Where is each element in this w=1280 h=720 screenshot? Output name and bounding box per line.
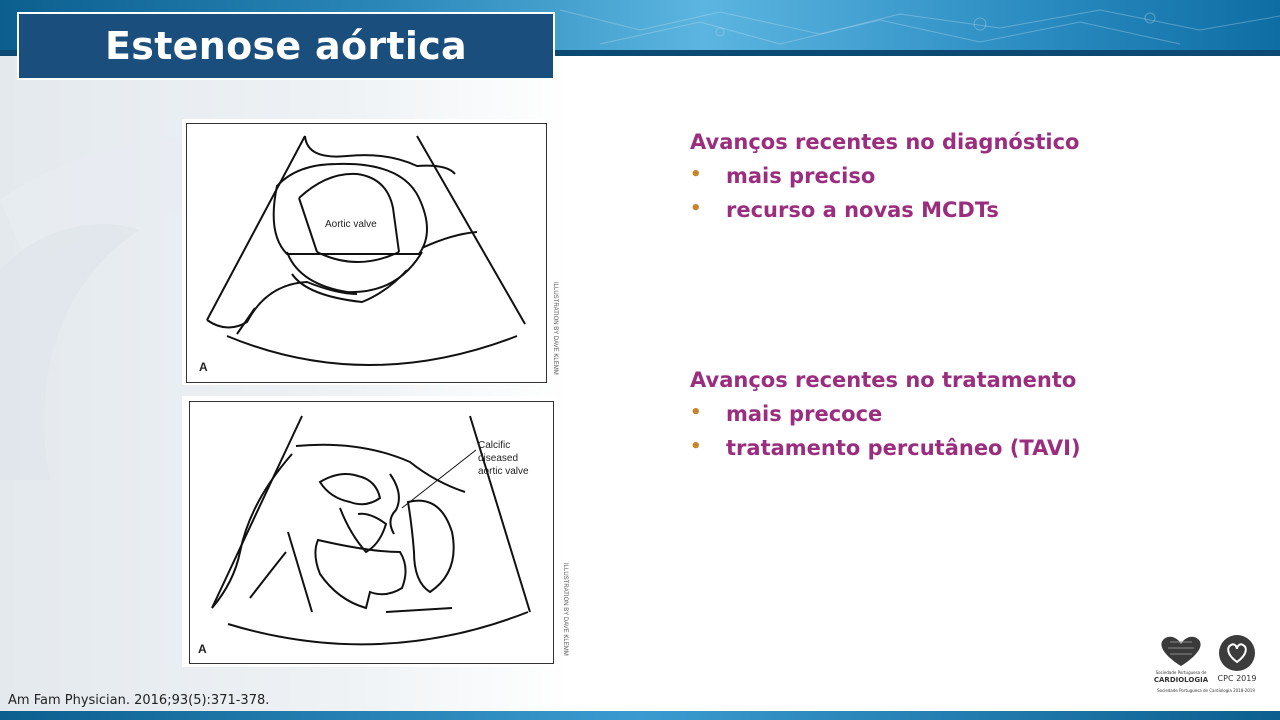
heart-circle-icon — [1214, 634, 1260, 674]
figure-1-letter: A — [199, 360, 208, 374]
bullet-list — [690, 402, 1081, 460]
bullet-icon: • — [690, 164, 702, 185]
bullet-icon: • — [690, 436, 702, 457]
title-box — [17, 12, 555, 80]
figure-2-letter: A — [198, 642, 207, 656]
list-item — [690, 198, 1079, 222]
list-item-text: mais precoce — [726, 402, 883, 426]
spc-logo-main-text: CARDIOLOGIA — [1153, 676, 1209, 684]
figure-1-drawing — [187, 124, 546, 382]
list-item-text: tratamento percutâneo (TAVI) — [726, 436, 1081, 460]
list-item — [690, 402, 1081, 426]
section-heading: Avanços recentes no diagnóstico — [690, 130, 1080, 154]
spc-logo — [1152, 634, 1210, 694]
spc-logo-small-text: Sociedade Portuguesa de — [1155, 670, 1207, 675]
slide-title: Estenose aórtica — [105, 24, 467, 68]
bottom-banner — [0, 711, 1280, 720]
cpc-logo — [1214, 634, 1260, 690]
figure-2-label-line-1: Calcific — [478, 440, 511, 451]
bullet-icon: • — [690, 402, 702, 423]
list-item — [690, 164, 1079, 188]
figure-2 — [189, 401, 554, 664]
figure-1-label: Aortic valve — [325, 219, 377, 230]
list-item-text: mais preciso — [726, 164, 876, 188]
citation: Am Fam Physician. 2016;93(5):371-378. — [8, 693, 270, 708]
bullet-list — [690, 164, 1079, 222]
figure-2-credit: ILLUSTRATION BY DAVE KLEMM — [562, 563, 568, 656]
list-item-text: recurso a novas MCDTs — [726, 198, 999, 222]
cpc-logo-text: CPC 2019 — [1217, 674, 1257, 683]
figure-2-label-line-2: diseased — [478, 453, 519, 464]
heart-icon — [1152, 634, 1210, 668]
section-heading: Avanços recentes no tratamento — [690, 368, 1077, 392]
section-tratamento — [690, 368, 1081, 470]
figure-2-label-line-3: aortic valve — [478, 466, 529, 477]
logos-footer-text: Sociedade Portuguesa de Cardiologia 2018-2019 — [1157, 688, 1255, 693]
list-item — [690, 436, 1081, 460]
figure-1 — [186, 123, 547, 383]
bullet-icon: • — [690, 198, 702, 219]
figure-1-credit: ILLUSTRATION BY DAVE KLEMM — [552, 282, 558, 375]
section-diagnostico — [690, 130, 1079, 232]
